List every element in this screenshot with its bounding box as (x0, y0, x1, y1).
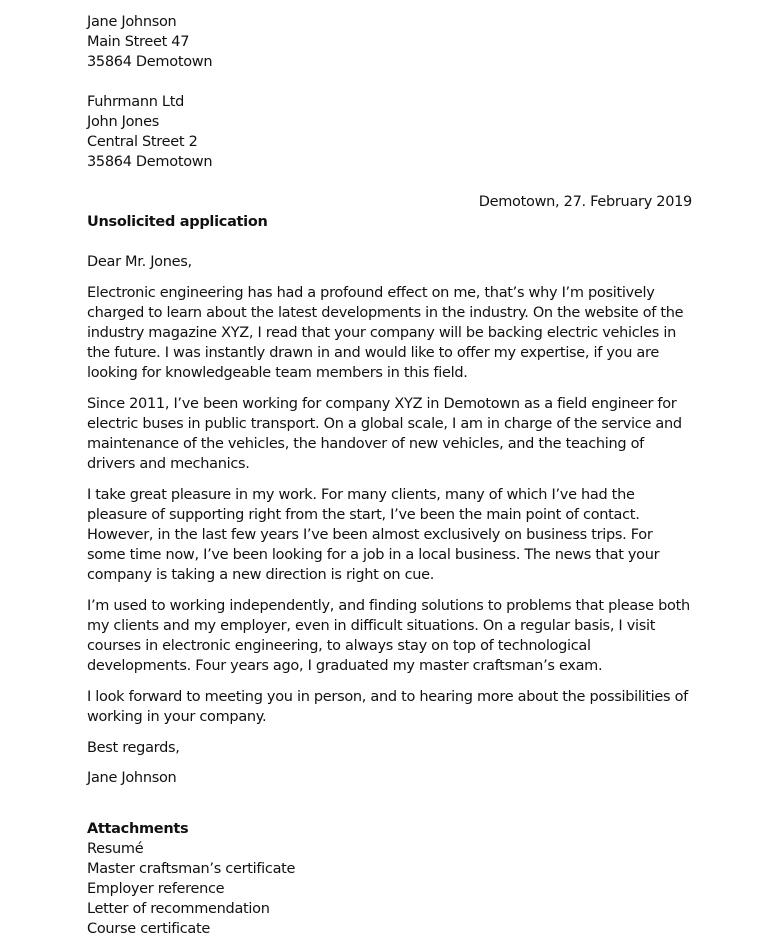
recipient-name: John Jones (87, 114, 159, 130)
attachments-heading: Attachments (87, 821, 189, 837)
attachment-item: Letter of recommendation (87, 901, 270, 917)
attachments-list (87, 839, 692, 939)
sender-name: Jane Johnson (87, 14, 177, 30)
sender-street: Main Street 47 (87, 34, 190, 50)
sender-city: 35864 Demotown (87, 54, 213, 70)
body-paragraph-2: Since 2011, I’ve been working for company XYZ in Demotown as a field engineer for electric buses in public transport. On a global scale, I am in charge of the service and maintenance of the vehicles, the handover of new vehicles, and the teaching of drivers and mechanics. (87, 396, 682, 472)
attachment-item: Master craftsman’s certificate (87, 861, 296, 877)
letter-subject: Unsolicited application (87, 214, 268, 230)
sender-address (87, 12, 692, 72)
recipient-city: 35864 Demotown (87, 154, 213, 170)
recipient-street: Central Street 2 (87, 134, 198, 150)
salutation: Dear Mr. Jones, (87, 254, 192, 270)
attachment-item: Employer reference (87, 881, 225, 897)
attachment-item: Resumé (87, 841, 144, 857)
body-paragraph-1: Electronic engineering has had a profound effect on me, that’s why I’m positively charged to learn about the latest developments in the industry. On the website of the industry magazine XYZ, I read that your company will be backing electric vehicles in the future. I was instantly drawn in and would like to offer my expertise, if you are looking for knowledgeable team members in this field. (87, 285, 684, 381)
letter-date: Demotown, 27. February 2019 (478, 194, 692, 210)
body-paragraph-3: I take great pleasure in my work. For many clients, many of which I’ve had the pleasure of supporting right from the start, I’ve been the main point of contact. However, in the last few years I’ve been almost exclusively on business trips. For some time now, I’ve been looking for a job in a local business. The news that your company is taking a new direction is right on cue. (87, 487, 660, 583)
letter-page (87, 12, 692, 939)
body-paragraph-5: I look forward to meeting you in person, and to hearing more about the possibilities of working in your company. (87, 689, 688, 725)
signature: Jane Johnson (87, 770, 177, 786)
body-paragraph-4: I’m used to working independently, and finding solutions to problems that please both my clients and my employer, even in difficult situations. On a regular basis, I visit courses in electronic engineering, to always stay on top of technological developments. Four years ago, I graduated my master craftsman’s exam. (87, 598, 690, 674)
recipient-company: Fuhrmann Ltd (87, 94, 185, 110)
closing: Best regards, (87, 740, 180, 756)
recipient-address (87, 92, 692, 172)
attachment-item: Course certificate (87, 921, 210, 937)
